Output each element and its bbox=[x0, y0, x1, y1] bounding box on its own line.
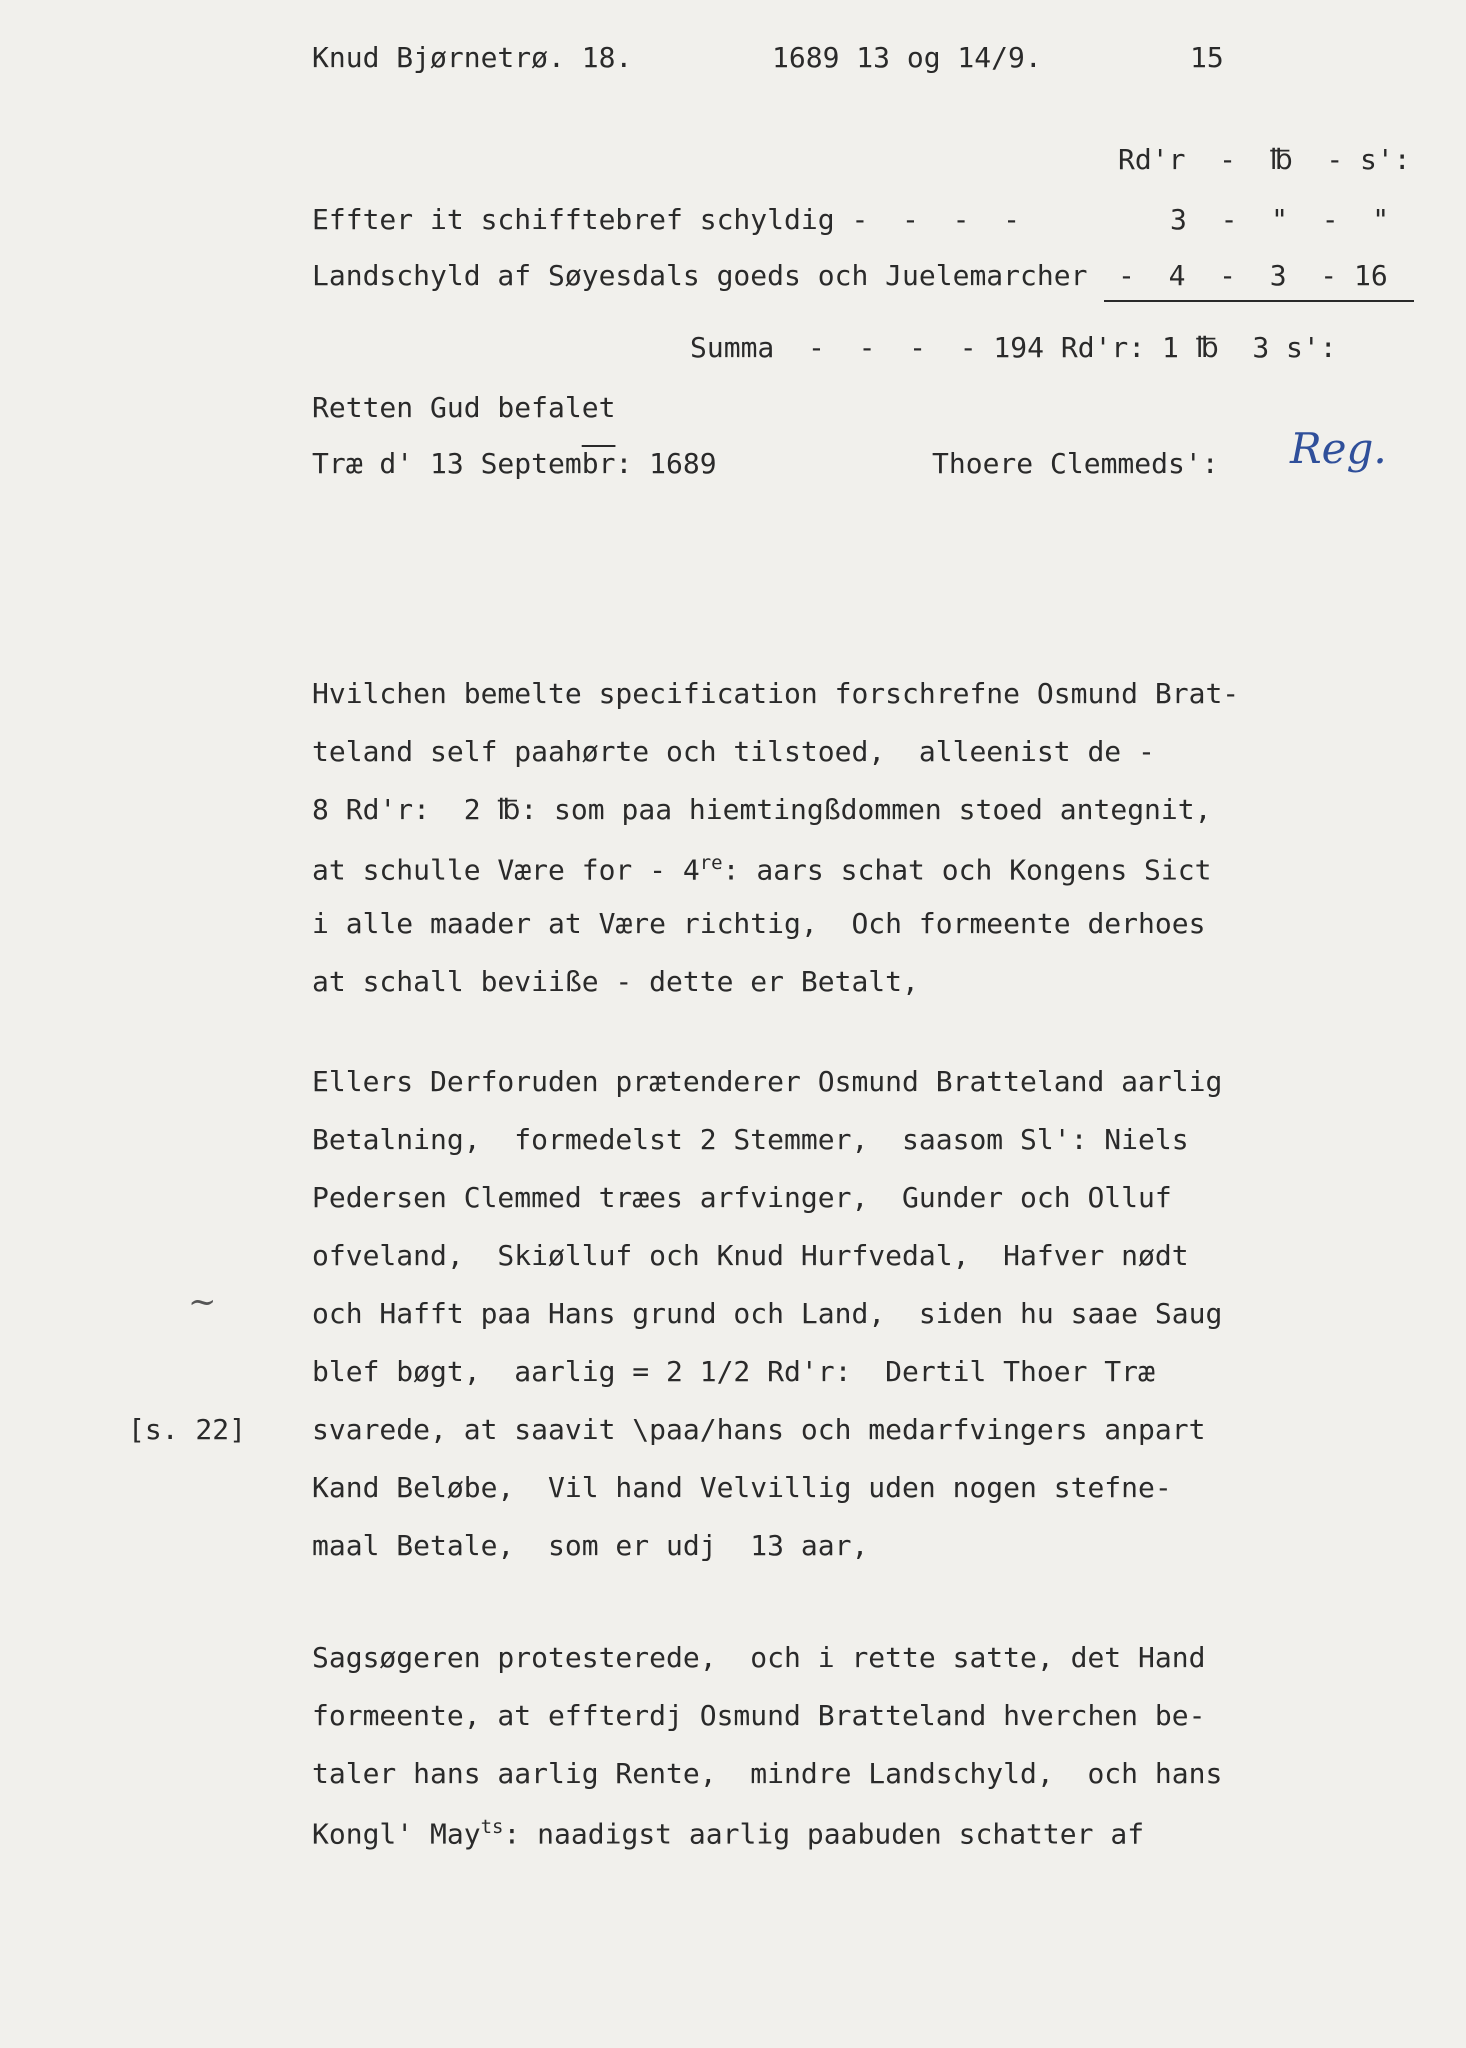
account-columns: Rd'r - ℔ - s': bbox=[1118, 143, 1411, 176]
para3-line1: Sagsøgeren protesterede, och i rette satte, det Hand bbox=[312, 1641, 1206, 1674]
account-row2-values: - 4 - 3 - 16 bbox=[1118, 259, 1388, 292]
page-number: 15 bbox=[1190, 41, 1224, 74]
para2-line4: ofveland, Skiølluf och Knud Hurfvedal, Hafver nødt bbox=[312, 1239, 1189, 1272]
para3-line4: Kongl' May$^{ts}$: naadigst aarlig paabuden schatter af bbox=[312, 1816, 1145, 1851]
margin-page-ref: [s. 22] bbox=[128, 1413, 247, 1446]
reg-annotation: Reg. bbox=[1290, 424, 1387, 473]
header-name: Knud Bjørnetrø. 18. bbox=[312, 41, 633, 74]
account-sum: Summa - - - - 194 Rd'r: 1 ℔ 3 s': bbox=[690, 331, 1337, 364]
signoff-line2: Træ d' 13 $Septem\overline{br}$: 1689 bbox=[312, 447, 717, 480]
para2-line2: Betalning, formedelst 2 Stemmer, saasom Sl': Niels bbox=[312, 1123, 1189, 1156]
para2-line8: Kand Beløbe, Vil hand Velvillig uden nogen stefne- bbox=[312, 1471, 1172, 1504]
header-date: 1689 13 og 14/9. bbox=[772, 41, 1042, 74]
para2-line5: och Hafft paa Hans grund och Land, siden hu saae Saug bbox=[312, 1297, 1223, 1330]
para1-line2: teland self paahørte och tilstoed, alleenist de - bbox=[312, 735, 1155, 768]
para2-line1: Ellers Derforuden prætenderer Osmund Bratteland aarlig bbox=[312, 1065, 1223, 1098]
para2-line9: maal Betale, som er udj 13 aar, bbox=[312, 1529, 869, 1562]
para2-line3: Pedersen Clemmed træes arfvinger, Gunder och Olluf bbox=[312, 1181, 1172, 1214]
account-row1-values: 3 - " - " bbox=[1170, 203, 1390, 236]
para3-line2: formeente, at effterdj Osmund Bratteland hverchen be- bbox=[312, 1699, 1206, 1732]
para1-line1: Hvilchen bemelte specification forschrefne Osmund Brat- bbox=[312, 677, 1240, 710]
para1-line3: 8 Rd'r: 2 ℔: som paa hiemtingßdommen stoed antegnit, bbox=[312, 793, 1212, 826]
signoff-line1: Retten Gud befalet bbox=[312, 391, 616, 424]
signoff-name: Thoere Clemmeds': bbox=[932, 447, 1219, 480]
para1-line6: at schall beviiße - dette er Betalt, bbox=[312, 965, 919, 998]
account-row1-label: Effter it schifftebref schyldig - - - - bbox=[312, 203, 1021, 236]
sum-rule bbox=[1104, 300, 1414, 302]
para1-line5: i alle maader at Være richtig, Och formeente derhoes bbox=[312, 907, 1206, 940]
para2-line7: svarede, at saavit \paa/hans och medarfvingers anpart bbox=[312, 1413, 1206, 1446]
account-row2-label: Landschyld af Søyesdals goeds och Juelemarcher bbox=[312, 259, 1088, 292]
margin-mark: ~ bbox=[188, 1282, 217, 1322]
para2-line6: blef bøgt, aarlig = 2 1/2 Rd'r: Dertil Thoer Træ bbox=[312, 1355, 1155, 1388]
para3-line3: taler hans aarlig Rente, mindre Landschyld, och hans bbox=[312, 1757, 1223, 1790]
para1-line4: at schulle Være for - 4re: aars schat och Kongens Sict bbox=[312, 852, 1212, 887]
